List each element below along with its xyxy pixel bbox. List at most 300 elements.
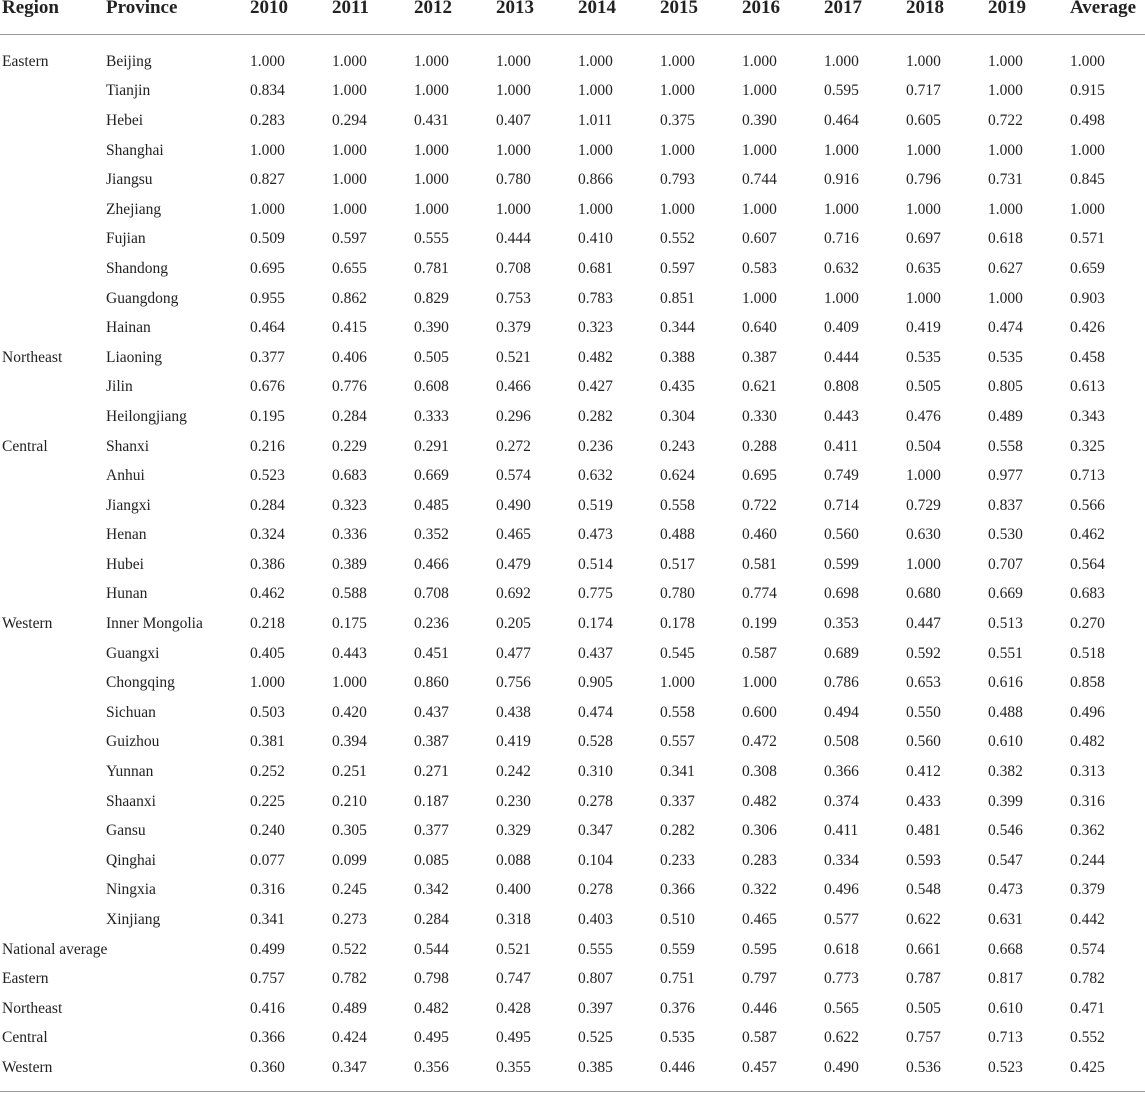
value-cell: 0.409 — [824, 319, 859, 337]
value-cell: 0.242 — [496, 763, 531, 781]
value-cell: 0.236 — [414, 615, 449, 633]
summary-label: Western — [2, 1058, 53, 1076]
value-cell: 0.505 — [906, 378, 941, 396]
value-cell: 0.496 — [824, 881, 859, 899]
value-cell: 0.291 — [414, 437, 449, 455]
value-cell: 0.284 — [414, 911, 449, 929]
value-cell: 1.000 — [660, 200, 695, 218]
value-cell: 0.552 — [660, 230, 695, 248]
value-cell: 1.000 — [742, 289, 777, 307]
summary-value-cell: 0.787 — [906, 970, 941, 988]
province-cell: Guangxi — [106, 644, 160, 662]
table-row — [0, 35, 1145, 77]
value-cell: 0.187 — [414, 792, 449, 810]
summary-value-cell: 0.773 — [824, 970, 859, 988]
value-cell: 1.011 — [578, 111, 613, 129]
region-cell — [0, 639, 106, 669]
table-row — [0, 225, 1145, 255]
value-cell: 0.860 — [414, 674, 449, 692]
value-cell: 0.199 — [742, 615, 777, 633]
value-cell: 0.462 — [250, 585, 285, 603]
province-cell: Jiangsu — [106, 171, 153, 189]
summary-value-cell: 0.356 — [414, 1058, 449, 1076]
value-cell: 0.325 — [1070, 437, 1105, 455]
value-cell: 0.607 — [742, 230, 777, 248]
value-cell: 0.683 — [1070, 585, 1105, 603]
value-cell: 0.412 — [906, 763, 941, 781]
value-cell: 0.077 — [250, 851, 285, 869]
summary-value-cell: 0.523 — [988, 1058, 1023, 1076]
value-cell: 0.341 — [660, 763, 695, 781]
value-cell: 0.394 — [332, 733, 367, 751]
value-cell: 0.205 — [496, 615, 531, 633]
summary-value-cell: 0.622 — [824, 1029, 859, 1047]
value-cell: 0.521 — [496, 348, 531, 366]
region-cell: Northeast — [2, 348, 63, 366]
value-cell: 0.308 — [742, 763, 777, 781]
region-cell — [0, 106, 106, 136]
value-cell: 0.689 — [824, 644, 859, 662]
value-cell: 0.571 — [1070, 230, 1105, 248]
column-header-label: 2018 — [906, 0, 944, 18]
value-cell: 0.583 — [742, 259, 777, 277]
value-cell: 0.088 — [496, 851, 531, 869]
value-cell: 0.306 — [742, 822, 777, 840]
province-cell: Shandong — [106, 259, 168, 277]
value-cell: 0.240 — [250, 822, 285, 840]
summary-value-cell: 0.525 — [578, 1029, 613, 1047]
value-cell: 0.282 — [578, 407, 613, 425]
region-cell — [0, 136, 106, 166]
value-cell: 0.229 — [332, 437, 367, 455]
value-cell: 0.504 — [906, 437, 941, 455]
value-cell: 0.613 — [1070, 378, 1105, 396]
value-cell: 0.085 — [414, 851, 449, 869]
summary-value-cell: 0.713 — [988, 1029, 1023, 1047]
region-cell — [0, 461, 106, 491]
value-cell: 0.708 — [414, 585, 449, 603]
summary-value-cell: 0.424 — [332, 1029, 367, 1047]
value-cell: 0.399 — [988, 792, 1023, 810]
value-cell: 0.513 — [988, 615, 1023, 633]
value-cell: 0.618 — [988, 230, 1023, 248]
value-cell: 1.000 — [1070, 52, 1105, 70]
value-cell: 0.316 — [250, 881, 285, 899]
column-header — [0, 0, 106, 35]
value-cell: 0.680 — [906, 585, 941, 603]
value-cell: 0.271 — [414, 763, 449, 781]
summary-label: Central — [2, 1029, 48, 1047]
summary-value-cell: 0.521 — [496, 940, 531, 958]
value-cell: 0.560 — [824, 526, 859, 544]
value-cell: 0.420 — [332, 703, 367, 721]
value-cell: 0.698 — [824, 585, 859, 603]
province-cell: Qinghai — [106, 851, 156, 869]
province-cell: Sichuan — [106, 703, 156, 721]
value-cell: 0.547 — [988, 851, 1023, 869]
value-cell: 0.273 — [332, 911, 367, 929]
summary-value-cell: 0.495 — [496, 1029, 531, 1047]
province-cell: Shaanxi — [106, 792, 156, 810]
region-cell — [0, 195, 106, 225]
summary-value-cell: 0.397 — [578, 999, 613, 1017]
province-cell: Anhui — [106, 467, 145, 485]
region-cell: Central — [2, 437, 48, 455]
value-cell: 0.366 — [824, 763, 859, 781]
value-cell: 0.851 — [660, 289, 695, 307]
value-cell: 0.530 — [988, 526, 1023, 544]
value-cell: 1.000 — [578, 82, 613, 100]
value-cell: 0.466 — [414, 555, 449, 573]
value-cell: 0.496 — [1070, 703, 1105, 721]
value-cell: 0.324 — [250, 526, 285, 544]
value-cell: 0.494 — [824, 703, 859, 721]
table-row — [0, 580, 1145, 610]
region-cell — [0, 165, 106, 195]
value-cell: 0.431 — [414, 111, 449, 129]
summary-value-cell: 0.522 — [332, 940, 367, 958]
value-cell: 1.000 — [742, 82, 777, 100]
value-cell: 0.555 — [414, 230, 449, 248]
value-cell: 0.437 — [578, 644, 613, 662]
value-cell: 1.000 — [496, 52, 531, 70]
column-header-label: 2010 — [250, 0, 288, 18]
value-cell: 1.000 — [578, 141, 613, 159]
value-cell: 1.000 — [988, 82, 1023, 100]
value-cell: 0.722 — [742, 496, 777, 514]
value-cell: 0.233 — [660, 851, 695, 869]
column-header-label: 2019 — [988, 0, 1026, 18]
value-cell: 0.329 — [496, 822, 531, 840]
province-cell: Chongqing — [106, 674, 175, 692]
value-cell: 1.000 — [250, 200, 285, 218]
value-cell: 0.243 — [660, 437, 695, 455]
province-cell: Xinjiang — [106, 911, 161, 929]
value-cell: 0.379 — [1070, 881, 1105, 899]
value-cell: 0.829 — [414, 289, 449, 307]
table-row — [0, 846, 1145, 876]
summary-value-cell: 0.782 — [1070, 970, 1105, 988]
value-cell: 1.000 — [578, 52, 613, 70]
province-cell: Beijing — [106, 52, 152, 70]
region-cell — [0, 284, 106, 314]
value-cell: 0.550 — [906, 703, 941, 721]
value-cell: 0.362 — [1070, 822, 1105, 840]
value-cell: 0.558 — [660, 496, 695, 514]
province-cell: Yunnan — [106, 763, 154, 781]
value-cell: 0.827 — [250, 171, 285, 189]
value-cell: 0.284 — [332, 407, 367, 425]
summary-label: Northeast — [2, 999, 63, 1017]
value-cell: 0.599 — [824, 555, 859, 573]
province-cell: Hubei — [106, 555, 144, 573]
summary-value-cell: 0.366 — [250, 1029, 285, 1047]
province-cell: Hebei — [106, 111, 144, 129]
table-row — [0, 905, 1145, 935]
value-cell: 1.000 — [250, 674, 285, 692]
value-cell: 0.707 — [988, 555, 1023, 573]
value-cell: 0.304 — [660, 407, 695, 425]
value-cell: 0.245 — [332, 881, 367, 899]
value-cell: 0.509 — [250, 230, 285, 248]
value-cell: 0.560 — [906, 733, 941, 751]
column-header — [250, 0, 332, 35]
region-cell — [0, 491, 106, 521]
value-cell: 0.729 — [906, 496, 941, 514]
value-cell: 0.781 — [414, 259, 449, 277]
region-cell — [0, 787, 106, 817]
value-cell: 0.780 — [660, 585, 695, 603]
summary-value-cell: 0.595 — [742, 940, 777, 958]
value-cell: 1.000 — [496, 141, 531, 159]
value-cell: 0.564 — [1070, 555, 1105, 573]
value-cell: 0.753 — [496, 289, 531, 307]
summary-value-cell: 0.360 — [250, 1058, 285, 1076]
region-cell — [0, 254, 106, 284]
value-cell: 0.744 — [742, 171, 777, 189]
value-cell: 0.218 — [250, 615, 285, 633]
value-cell: 0.323 — [578, 319, 613, 337]
value-cell: 0.708 — [496, 259, 531, 277]
table-row — [0, 136, 1145, 166]
value-cell: 0.551 — [988, 644, 1023, 662]
value-cell: 1.000 — [906, 52, 941, 70]
value-cell: 0.621 — [742, 378, 777, 396]
value-cell: 0.244 — [1070, 851, 1105, 869]
value-cell: 1.000 — [250, 52, 285, 70]
summary-value-cell: 0.446 — [742, 999, 777, 1017]
summary-value-cell: 0.798 — [414, 970, 449, 988]
province-cell: Liaoning — [106, 348, 162, 366]
column-header-label: 2014 — [578, 0, 616, 18]
value-cell: 0.905 — [578, 674, 613, 692]
value-cell: 0.630 — [906, 526, 941, 544]
table-row — [0, 816, 1145, 846]
value-cell: 0.808 — [824, 378, 859, 396]
summary-value-cell: 0.565 — [824, 999, 859, 1017]
value-cell: 0.405 — [250, 644, 285, 662]
summary-value-cell: 0.505 — [906, 999, 941, 1017]
value-cell: 0.178 — [660, 615, 695, 633]
value-cell: 0.426 — [1070, 319, 1105, 337]
province-cell: Heilongjiang — [106, 407, 187, 425]
value-cell: 0.444 — [824, 348, 859, 366]
value-cell: 0.251 — [332, 763, 367, 781]
value-cell: 0.386 — [250, 555, 285, 573]
summary-value-cell: 0.668 — [988, 940, 1023, 958]
summary-value-cell: 0.416 — [250, 999, 285, 1017]
value-cell: 0.632 — [824, 259, 859, 277]
value-cell: 0.713 — [1070, 467, 1105, 485]
summary-value-cell: 0.747 — [496, 970, 531, 988]
value-cell: 0.411 — [824, 822, 859, 840]
province-cell: Jiangxi — [106, 496, 151, 514]
summary-value-cell: 0.499 — [250, 940, 285, 958]
value-cell: 0.472 — [742, 733, 777, 751]
value-cell: 0.786 — [824, 674, 859, 692]
value-cell: 0.716 — [824, 230, 859, 248]
value-cell: 0.653 — [906, 674, 941, 692]
summary-value-cell: 0.751 — [660, 970, 695, 988]
value-cell: 1.000 — [906, 141, 941, 159]
value-cell: 0.780 — [496, 171, 531, 189]
value-cell: 0.608 — [414, 378, 449, 396]
column-header-label: 2013 — [496, 0, 534, 18]
table-row — [0, 195, 1145, 225]
summary-value-cell: 0.489 — [332, 999, 367, 1017]
summary-value-cell: 0.574 — [1070, 940, 1105, 958]
column-header — [660, 0, 742, 35]
value-cell: 0.588 — [332, 585, 367, 603]
value-cell: 0.834 — [250, 82, 285, 100]
region-cell — [0, 550, 106, 580]
value-cell: 0.695 — [250, 259, 285, 277]
value-cell: 0.442 — [1070, 911, 1105, 929]
value-cell: 0.390 — [742, 111, 777, 129]
value-cell: 1.000 — [414, 171, 449, 189]
value-cell: 1.000 — [742, 674, 777, 692]
column-header-label: 2012 — [414, 0, 452, 18]
table-row — [0, 550, 1145, 580]
value-cell: 1.000 — [332, 82, 367, 100]
value-cell: 0.460 — [742, 526, 777, 544]
value-cell: 0.632 — [578, 467, 613, 485]
value-cell: 0.336 — [332, 526, 367, 544]
value-cell: 0.283 — [250, 111, 285, 129]
value-cell: 1.000 — [414, 141, 449, 159]
summary-value-cell: 0.536 — [906, 1058, 941, 1076]
value-cell: 0.915 — [1070, 82, 1105, 100]
table-row — [0, 461, 1145, 491]
region-cell — [0, 77, 106, 107]
value-cell: 0.296 — [496, 407, 531, 425]
value-cell: 0.377 — [414, 822, 449, 840]
value-cell: 0.697 — [906, 230, 941, 248]
value-cell: 0.916 — [824, 171, 859, 189]
summary-value-cell: 0.446 — [660, 1058, 695, 1076]
value-cell: 0.310 — [578, 763, 613, 781]
value-cell: 1.000 — [742, 141, 777, 159]
region-cell — [0, 668, 106, 698]
value-cell: 0.465 — [742, 911, 777, 929]
value-cell: 0.272 — [496, 437, 531, 455]
column-header — [578, 0, 660, 35]
value-cell: 0.474 — [988, 319, 1023, 337]
column-header-label: Province — [106, 0, 178, 18]
summary-row — [0, 1024, 1145, 1054]
value-cell: 0.977 — [988, 467, 1023, 485]
table-row — [0, 343, 1145, 373]
summary-row — [0, 994, 1145, 1024]
value-cell: 0.481 — [906, 822, 941, 840]
value-cell: 0.545 — [660, 644, 695, 662]
table-row — [0, 521, 1145, 551]
summary-value-cell: 0.482 — [414, 999, 449, 1017]
value-cell: 1.000 — [332, 674, 367, 692]
table-row — [0, 668, 1145, 698]
region-cell: Western — [2, 615, 53, 633]
value-cell: 0.482 — [742, 792, 777, 810]
summary-value-cell: 0.535 — [660, 1029, 695, 1047]
summary-value-cell: 0.355 — [496, 1058, 531, 1076]
value-cell: 0.593 — [906, 851, 941, 869]
value-cell: 1.000 — [660, 141, 695, 159]
summary-row — [0, 964, 1145, 994]
column-header-label: Region — [2, 0, 59, 18]
province-cell: Inner Mongolia — [106, 615, 203, 633]
province-cell: Jilin — [106, 378, 133, 396]
value-cell: 1.000 — [660, 52, 695, 70]
province-cell: Ningxia — [106, 881, 156, 899]
value-cell: 0.488 — [988, 703, 1023, 721]
value-cell: 0.558 — [988, 437, 1023, 455]
value-cell: 0.858 — [1070, 674, 1105, 692]
value-cell: 0.435 — [660, 378, 695, 396]
value-cell: 0.669 — [988, 585, 1023, 603]
table-row — [0, 639, 1145, 669]
summary-value-cell: 0.661 — [906, 940, 941, 958]
region-cell — [0, 698, 106, 728]
value-cell: 0.387 — [414, 733, 449, 751]
value-cell: 0.451 — [414, 644, 449, 662]
value-cell: 1.000 — [496, 82, 531, 100]
value-cell: 1.000 — [906, 555, 941, 573]
table-row — [0, 876, 1145, 906]
value-cell: 0.683 — [332, 467, 367, 485]
value-cell: 0.099 — [332, 851, 367, 869]
value-cell: 0.805 — [988, 378, 1023, 396]
value-cell: 1.000 — [742, 52, 777, 70]
value-cell: 0.282 — [660, 822, 695, 840]
column-header — [332, 0, 414, 35]
value-cell: 0.489 — [988, 407, 1023, 425]
value-cell: 0.523 — [250, 467, 285, 485]
value-cell: 1.000 — [332, 200, 367, 218]
column-header — [824, 0, 906, 35]
summary-value-cell: 0.807 — [578, 970, 613, 988]
value-cell: 0.477 — [496, 644, 531, 662]
value-cell: 0.577 — [824, 911, 859, 929]
value-cell: 1.000 — [742, 200, 777, 218]
table-row — [0, 402, 1145, 432]
value-cell: 0.419 — [496, 733, 531, 751]
province-cell: Hunan — [106, 585, 148, 603]
value-cell: 0.845 — [1070, 171, 1105, 189]
value-cell: 0.305 — [332, 822, 367, 840]
value-cell: 0.175 — [332, 615, 367, 633]
value-cell: 0.528 — [578, 733, 613, 751]
value-cell: 0.316 — [1070, 792, 1105, 810]
value-cell: 0.624 — [660, 467, 695, 485]
value-cell: 1.000 — [988, 289, 1023, 307]
region-cell — [0, 728, 106, 758]
value-cell: 0.438 — [496, 703, 531, 721]
value-cell: 0.837 — [988, 496, 1023, 514]
value-cell: 0.605 — [906, 111, 941, 129]
column-header-label: 2017 — [824, 0, 862, 18]
table-row — [0, 254, 1145, 284]
value-cell: 0.574 — [496, 467, 531, 485]
table-row — [0, 373, 1145, 403]
value-cell: 0.659 — [1070, 259, 1105, 277]
value-cell: 0.503 — [250, 703, 285, 721]
value-cell: 0.756 — [496, 674, 531, 692]
summary-value-cell: 0.347 — [332, 1058, 367, 1076]
value-cell: 1.000 — [414, 52, 449, 70]
table-header — [0, 0, 1145, 35]
value-cell: 1.000 — [988, 200, 1023, 218]
value-cell: 0.466 — [496, 378, 531, 396]
